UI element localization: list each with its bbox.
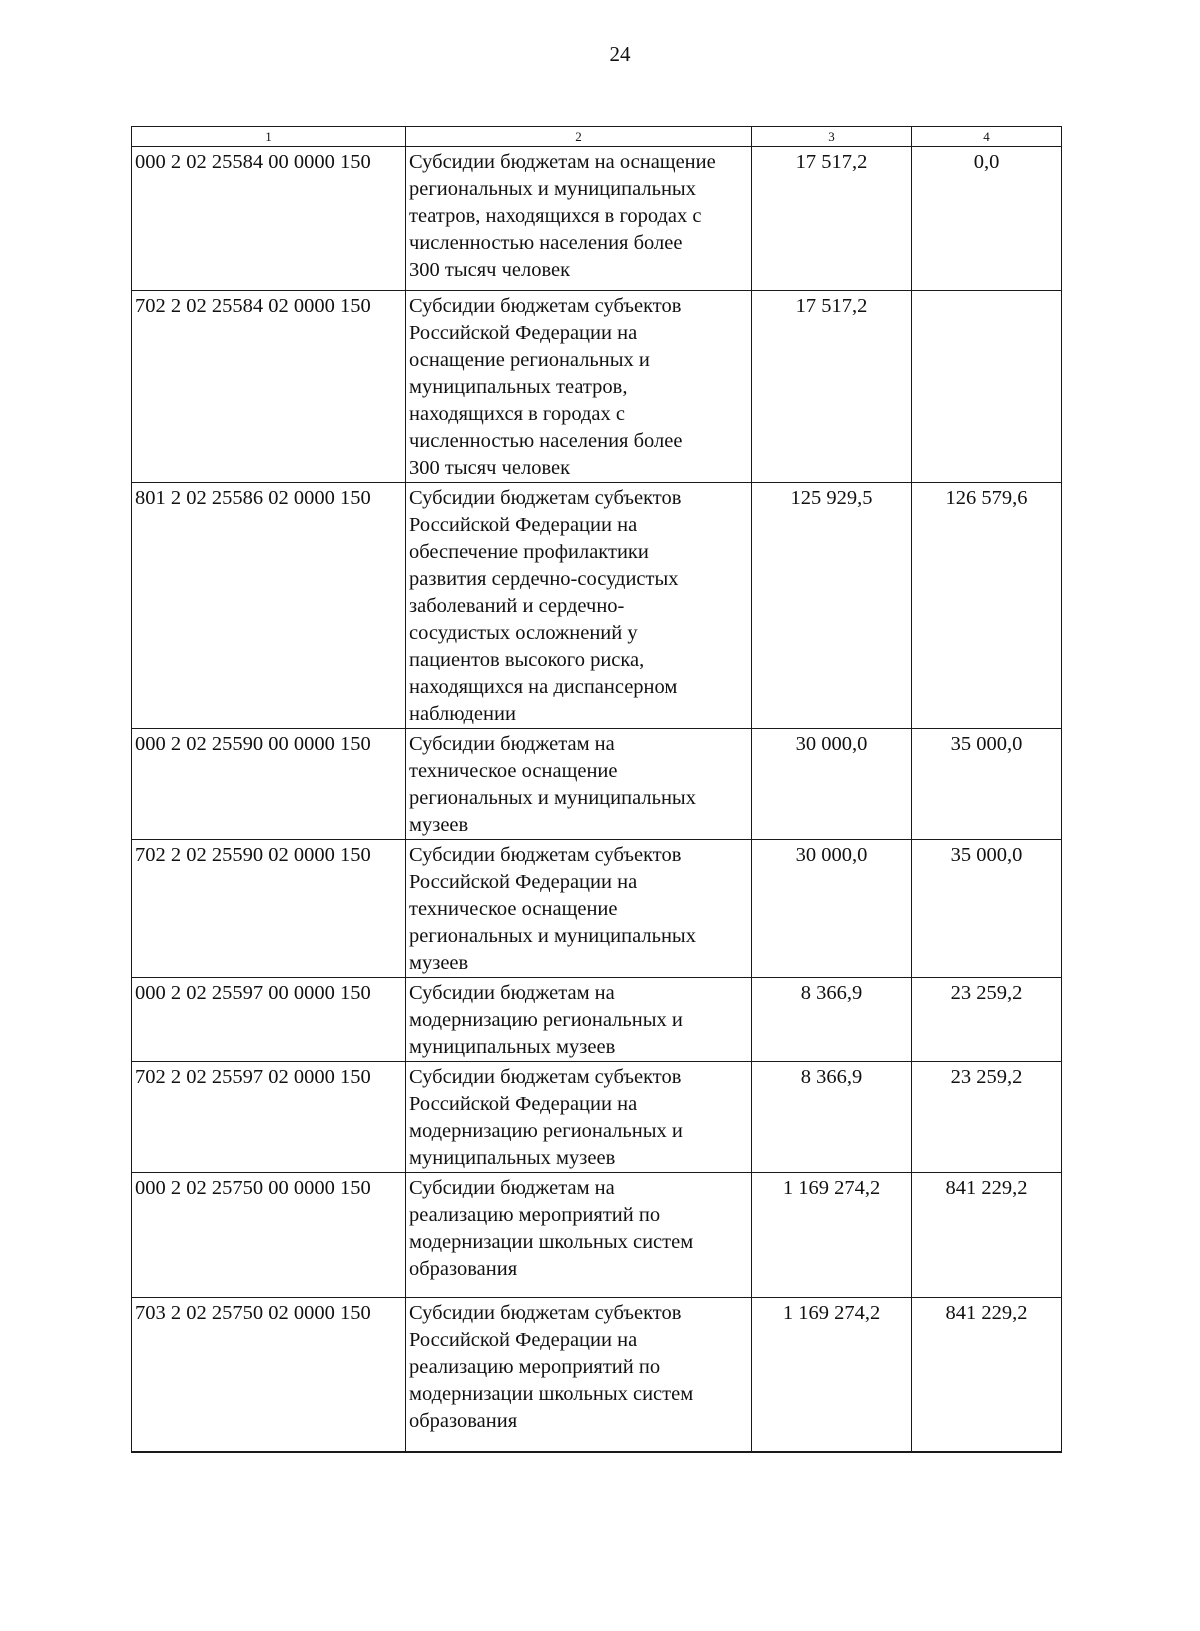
amount-col3: 8 366,9 xyxy=(752,1062,912,1173)
budget-code: 801 2 02 25586 02 0000 150 xyxy=(132,483,406,729)
table-row xyxy=(132,1173,1062,1298)
description: Субсидии бюджетам субъектов Российской Федерации на реализацию мероприятий по модернизации школьных систем образования xyxy=(406,1298,752,1452)
description: Субсидии бюджетам на реализацию мероприятий по модернизации школьных систем образования xyxy=(406,1173,752,1298)
amount-col4: 0,0 xyxy=(912,147,1062,291)
column-header-3: 3 xyxy=(752,127,912,147)
page-number: 24 xyxy=(609,42,631,66)
amount-col3: 1 169 274,2 xyxy=(752,1173,912,1298)
amount-col3: 1 169 274,2 xyxy=(752,1298,912,1452)
budget-code: 000 2 02 25597 00 0000 150 xyxy=(132,978,406,1062)
amount-col4: 35 000,0 xyxy=(912,840,1062,978)
column-header-1: 1 xyxy=(132,127,406,147)
amount-col3: 30 000,0 xyxy=(752,729,912,840)
amount-col4 xyxy=(912,291,1062,483)
table-row xyxy=(132,729,1062,840)
amount-col4: 841 229,2 xyxy=(912,1298,1062,1452)
budget-code: 702 2 02 25584 02 0000 150 xyxy=(132,291,406,483)
amount-col4: 23 259,2 xyxy=(912,1062,1062,1173)
budget-code: 703 2 02 25750 02 0000 150 xyxy=(132,1298,406,1452)
description: Субсидии бюджетам субъектов Российской Федерации на оснащение региональных и муниципальных театров, находящихся в городах с численностью населения более 300 тысяч человек xyxy=(406,291,752,483)
column-header-4: 4 xyxy=(912,127,1062,147)
table-row xyxy=(132,483,1062,729)
amount-col3: 17 517,2 xyxy=(752,291,912,483)
table-row xyxy=(132,1298,1062,1452)
budget-table xyxy=(131,126,1062,1453)
amount-col4: 23 259,2 xyxy=(912,978,1062,1062)
table-row xyxy=(132,978,1062,1062)
amount-col4: 126 579,6 xyxy=(912,483,1062,729)
table-row xyxy=(132,1062,1062,1173)
budget-code: 702 2 02 25597 02 0000 150 xyxy=(132,1062,406,1173)
table-row xyxy=(132,147,1062,291)
table-row xyxy=(132,840,1062,978)
amount-col4: 35 000,0 xyxy=(912,729,1062,840)
table-row xyxy=(132,291,1062,483)
amount-col4: 841 229,2 xyxy=(912,1173,1062,1298)
description: Субсидии бюджетам на техническое оснащение региональных и муниципальных музеев xyxy=(406,729,752,840)
budget-code: 702 2 02 25590 02 0000 150 xyxy=(132,840,406,978)
description: Субсидии бюджетам субъектов Российской Федерации на обеспечение профилактики развития сердечно-сосудистых заболеваний и сердечно- сосудистых осложнений у пациентов высокого риска, находящихся на диспансерном наблюдении xyxy=(406,483,752,729)
amount-col3: 8 366,9 xyxy=(752,978,912,1062)
description: Субсидии бюджетам субъектов Российской Федерации на техническое оснащение региональных и муниципальных музеев xyxy=(406,840,752,978)
amount-col3: 30 000,0 xyxy=(752,840,912,978)
budget-code: 000 2 02 25750 00 0000 150 xyxy=(132,1173,406,1298)
amount-col3: 125 929,5 xyxy=(752,483,912,729)
table-header-row xyxy=(132,127,1062,147)
description: Субсидии бюджетам на оснащение региональных и муниципальных театров, находящихся в городах с численностью населения более 300 тысяч человек xyxy=(406,147,752,291)
description: Субсидии бюджетам на модернизацию региональных и муниципальных музеев xyxy=(406,978,752,1062)
amount-col3: 17 517,2 xyxy=(752,147,912,291)
description: Субсидии бюджетам субъектов Российской Федерации на модернизацию региональных и муниципальных музеев xyxy=(406,1062,752,1173)
column-header-2: 2 xyxy=(406,127,752,147)
budget-code: 000 2 02 25590 00 0000 150 xyxy=(132,729,406,840)
budget-code: 000 2 02 25584 00 0000 150 xyxy=(132,147,406,291)
